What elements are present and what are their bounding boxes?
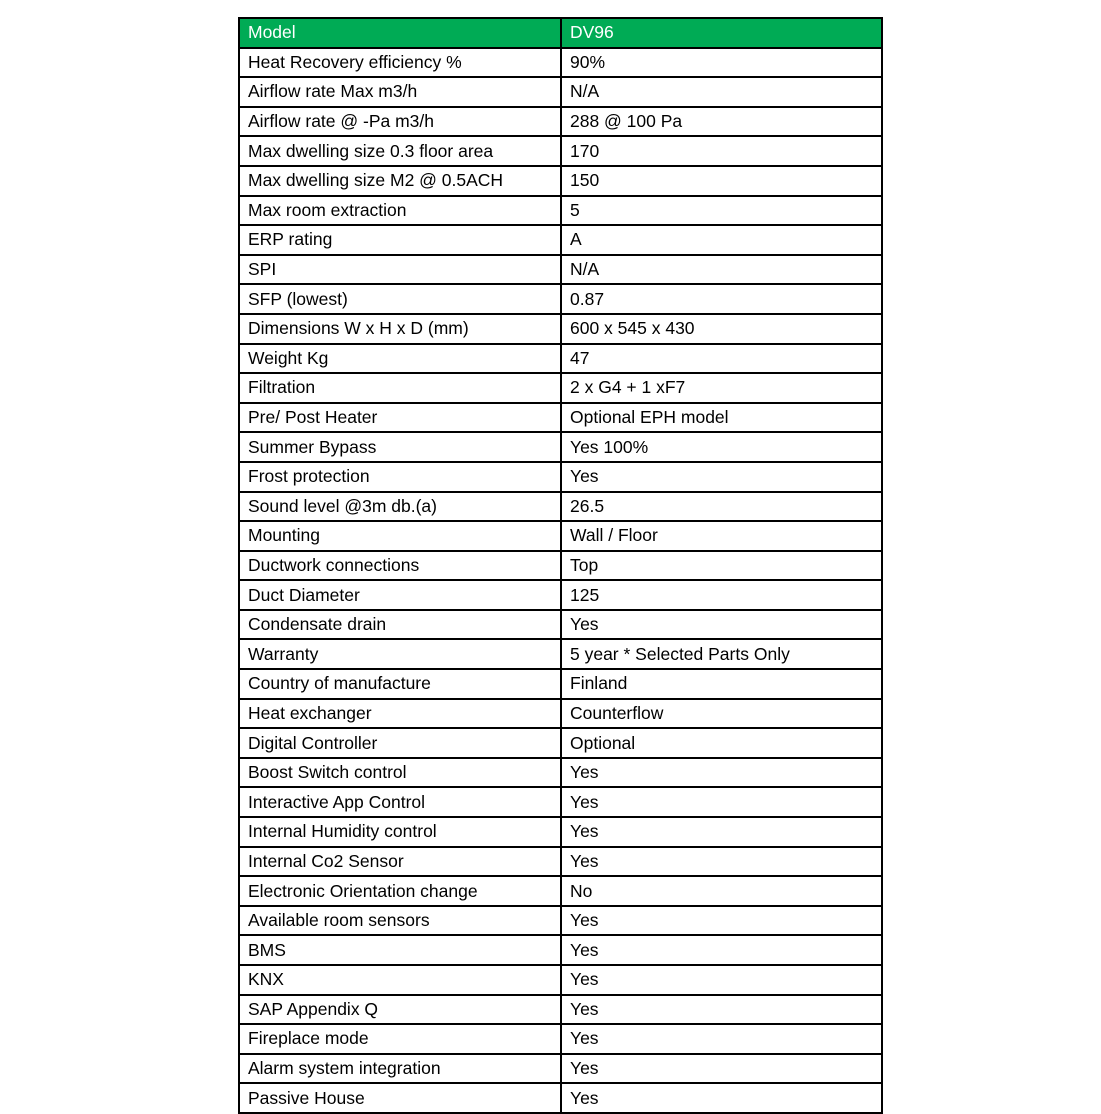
spec-value: 170 <box>561 136 882 166</box>
table-row <box>239 847 882 877</box>
spec-label: Electronic Orientation change <box>239 876 561 906</box>
spec-value: Yes <box>561 1054 882 1084</box>
spec-label: Heat exchanger <box>239 699 561 729</box>
spec-label: SPI <box>239 255 561 285</box>
spec-label: Sound level @3m db.(a) <box>239 492 561 522</box>
spec-label: Interactive App Control <box>239 787 561 817</box>
spec-label: KNX <box>239 965 561 995</box>
spec-value: No <box>561 876 882 906</box>
table-row <box>239 255 882 285</box>
spec-table <box>238 17 883 1114</box>
table-row <box>239 403 882 433</box>
spec-value: Top <box>561 551 882 581</box>
spec-value: 125 <box>561 580 882 610</box>
table-row <box>239 995 882 1025</box>
spec-label: Pre/ Post Heater <box>239 403 561 433</box>
spec-label: Filtration <box>239 373 561 403</box>
spec-label: Max dwelling size 0.3 floor area <box>239 136 561 166</box>
spec-value: Yes <box>561 610 882 640</box>
spec-label: Heat Recovery efficiency % <box>239 48 561 78</box>
header-row <box>239 18 882 48</box>
spec-value: Yes <box>561 787 882 817</box>
spec-label: Duct Diameter <box>239 580 561 610</box>
spec-value: Optional <box>561 728 882 758</box>
table-row <box>239 935 882 965</box>
spec-value: 2 x G4 + 1 xF7 <box>561 373 882 403</box>
spec-value: Wall / Floor <box>561 521 882 551</box>
table-row <box>239 136 882 166</box>
spec-label: Available room sensors <box>239 906 561 936</box>
table-row <box>239 965 882 995</box>
spec-value: Yes <box>561 817 882 847</box>
spec-label: Max dwelling size M2 @ 0.5ACH <box>239 166 561 196</box>
spec-label: SFP (lowest) <box>239 284 561 314</box>
table-row <box>239 1083 882 1113</box>
table-row <box>239 728 882 758</box>
header-model-label: Model <box>239 18 561 48</box>
table-row <box>239 787 882 817</box>
spec-value: 288 @ 100 Pa <box>561 107 882 137</box>
table-row <box>239 1054 882 1084</box>
spec-value: 600 x 545 x 430 <box>561 314 882 344</box>
table-row <box>239 639 882 669</box>
spec-value: Optional EPH model <box>561 403 882 433</box>
spec-value: Yes <box>561 847 882 877</box>
spec-label: Passive House <box>239 1083 561 1113</box>
spec-value: 26.5 <box>561 492 882 522</box>
spec-label: Frost protection <box>239 462 561 492</box>
table-row <box>239 48 882 78</box>
spec-value: 150 <box>561 166 882 196</box>
spec-label: Boost Switch control <box>239 758 561 788</box>
spec-value: Counterflow <box>561 699 882 729</box>
table-row <box>239 225 882 255</box>
spec-label: Max room extraction <box>239 196 561 226</box>
spec-value: Finland <box>561 669 882 699</box>
table-row <box>239 284 882 314</box>
spec-label: Airflow rate Max m3/h <box>239 77 561 107</box>
table-row <box>239 196 882 226</box>
spec-label: Fireplace mode <box>239 1024 561 1054</box>
spec-value: Yes <box>561 462 882 492</box>
spec-value: Yes <box>561 906 882 936</box>
spec-label: Condensate drain <box>239 610 561 640</box>
spec-label: BMS <box>239 935 561 965</box>
spec-label: Ductwork connections <box>239 551 561 581</box>
table-row <box>239 373 882 403</box>
spec-value: Yes <box>561 758 882 788</box>
spec-value: Yes 100% <box>561 432 882 462</box>
spec-label: Mounting <box>239 521 561 551</box>
spec-value: N/A <box>561 255 882 285</box>
spec-label: Digital Controller <box>239 728 561 758</box>
spec-value: 47 <box>561 344 882 374</box>
spec-label: Weight Kg <box>239 344 561 374</box>
spec-value: 0.87 <box>561 284 882 314</box>
table-row <box>239 462 882 492</box>
spec-label: Dimensions W x H x D (mm) <box>239 314 561 344</box>
table-row <box>239 610 882 640</box>
spec-label: Warranty <box>239 639 561 669</box>
table-row <box>239 876 882 906</box>
table-row <box>239 492 882 522</box>
spec-label: Internal Co2 Sensor <box>239 847 561 877</box>
table-row <box>239 551 882 581</box>
spec-label: Country of manufacture <box>239 669 561 699</box>
spec-label: Alarm system integration <box>239 1054 561 1084</box>
spec-value: Yes <box>561 995 882 1025</box>
table-row <box>239 344 882 374</box>
spec-value: Yes <box>561 1024 882 1054</box>
spec-label: Internal Humidity control <box>239 817 561 847</box>
table-row <box>239 817 882 847</box>
spec-value: 5 <box>561 196 882 226</box>
spec-table-body <box>239 48 882 1113</box>
table-row <box>239 432 882 462</box>
table-row <box>239 758 882 788</box>
table-row <box>239 521 882 551</box>
spec-value: Yes <box>561 935 882 965</box>
spec-value: A <box>561 225 882 255</box>
spec-value: 90% <box>561 48 882 78</box>
table-row <box>239 166 882 196</box>
spec-value: N/A <box>561 77 882 107</box>
table-row <box>239 314 882 344</box>
table-row <box>239 107 882 137</box>
table-row <box>239 77 882 107</box>
spec-label: ERP rating <box>239 225 561 255</box>
table-row <box>239 580 882 610</box>
spec-label: Airflow rate @ -Pa m3/h <box>239 107 561 137</box>
table-row <box>239 699 882 729</box>
spec-value: Yes <box>561 965 882 995</box>
spec-label: Summer Bypass <box>239 432 561 462</box>
table-row <box>239 1024 882 1054</box>
table-row <box>239 906 882 936</box>
spec-label: SAP Appendix Q <box>239 995 561 1025</box>
spec-value: 5 year * Selected Parts Only <box>561 639 882 669</box>
table-row <box>239 669 882 699</box>
header-model-value: DV96 <box>561 18 882 48</box>
spec-value: Yes <box>561 1083 882 1113</box>
